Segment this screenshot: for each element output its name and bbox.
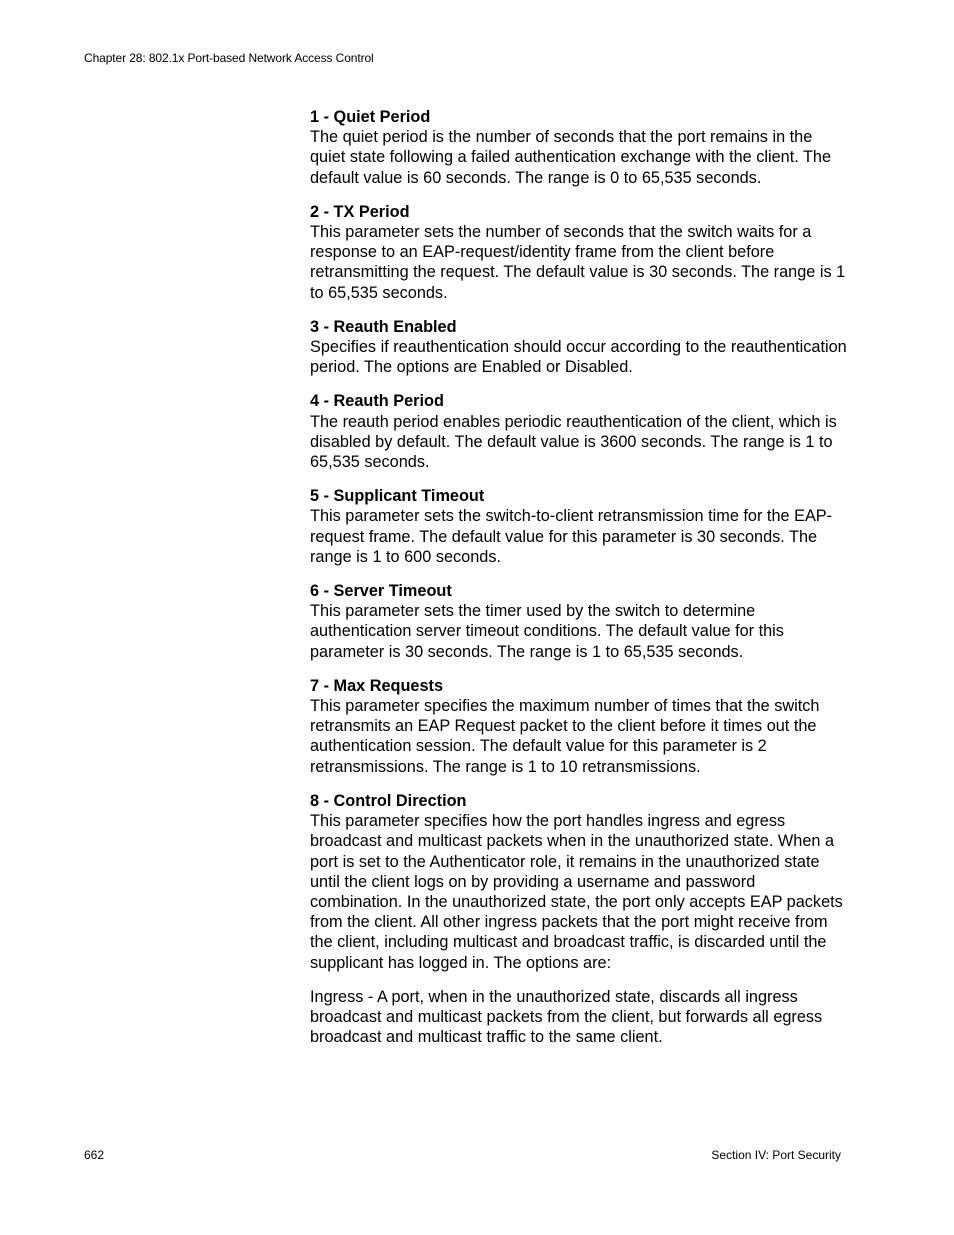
param-reauth-period bbox=[310, 391, 850, 472]
param-title: 3 - Reauth Enabled bbox=[310, 317, 457, 336]
param-title: 2 - TX Period bbox=[310, 202, 410, 221]
param-description: This parameter specifies how the port handles ingress and egress broadcast and multicast packets when in the unauthorized state. When a port is set to the Authenticator role, it remains in the unauthorized state until the client logs on by providing a username and password combination. In the unauthorized state, the port only accepts EAP packets from the client. All other ingress packets that the port might receive from the client, including multicast and broadcast traffic, is discarded until the supplicant has logged in. The options are: bbox=[310, 812, 843, 972]
param-server-timeout bbox=[310, 581, 850, 662]
param-title: 1 - Quiet Period bbox=[310, 108, 431, 126]
param-description: This parameter sets the timer used by the switch to determine authentication server timeout conditions. The default value for this parameter is 30 seconds. The range is 1 to 65,535 seconds. bbox=[310, 602, 784, 661]
param-description: This parameter specifies the maximum number of times that the switch retransmits an EAP Request packet to the client before it times out the authentication session. The default value for this parameter is 2 retransmissions. The range is 1 to 10 retransmissions. bbox=[310, 697, 820, 776]
param-reauth-enabled bbox=[310, 317, 850, 378]
param-control-direction bbox=[310, 791, 850, 973]
param-title: 4 - Reauth Period bbox=[310, 392, 444, 411]
param-description: The reauth period enables periodic reauthentication of the client, which is disabled by default. The default value is 3600 seconds. The range is 1 to 65,535 seconds. bbox=[310, 412, 837, 472]
param-description: This parameter sets the number of seconds that the switch waits for a response to an EAP-request/identity frame from the client before retransmitting the request. The default value is 30 seconds. The range is 1 to 65,535 seconds. bbox=[310, 223, 846, 302]
main-content bbox=[310, 107, 850, 1047]
param-title: 5 - Supplicant Timeout bbox=[310, 487, 485, 506]
param-description: Specifies if reauthentication should occur according to the reauthentication period. The options are Enabled or Disabled. bbox=[310, 338, 847, 377]
param-title: 6 - Server Timeout bbox=[310, 582, 452, 601]
section-footer: Section IV: Port Security bbox=[711, 1148, 841, 1162]
param-title: 7 - Max Requests bbox=[310, 676, 444, 695]
param-description: This parameter sets the switch-to-client retransmission time for the EAP-request frame. The default value for this parameter is 30 seconds. The range is 1 to 600 seconds. bbox=[310, 507, 833, 566]
param-description: The quiet period is the number of seconds that the port remains in the quiet state following a failed authentication exchange with the client. The default value is 60 seconds. The range is 0 to 65,535 seconds. bbox=[310, 128, 832, 187]
param-tx-period bbox=[310, 202, 850, 303]
param-title: 8 - Control Direction bbox=[310, 791, 467, 810]
param-max-requests bbox=[310, 676, 850, 777]
page-number: 662 bbox=[84, 1148, 105, 1162]
param-supplicant-timeout bbox=[310, 486, 850, 567]
ingress-option-paragraph: Ingress - A port, when in the unauthorized state, discards all ingress broadcast and multicast packets from the client, but forwards all egress broadcast and multicast traffic to the same client. bbox=[310, 987, 823, 1047]
running-header: Chapter 28: 802.1x Port-based Network Access Control bbox=[84, 51, 374, 65]
param-quiet-period bbox=[310, 107, 850, 188]
